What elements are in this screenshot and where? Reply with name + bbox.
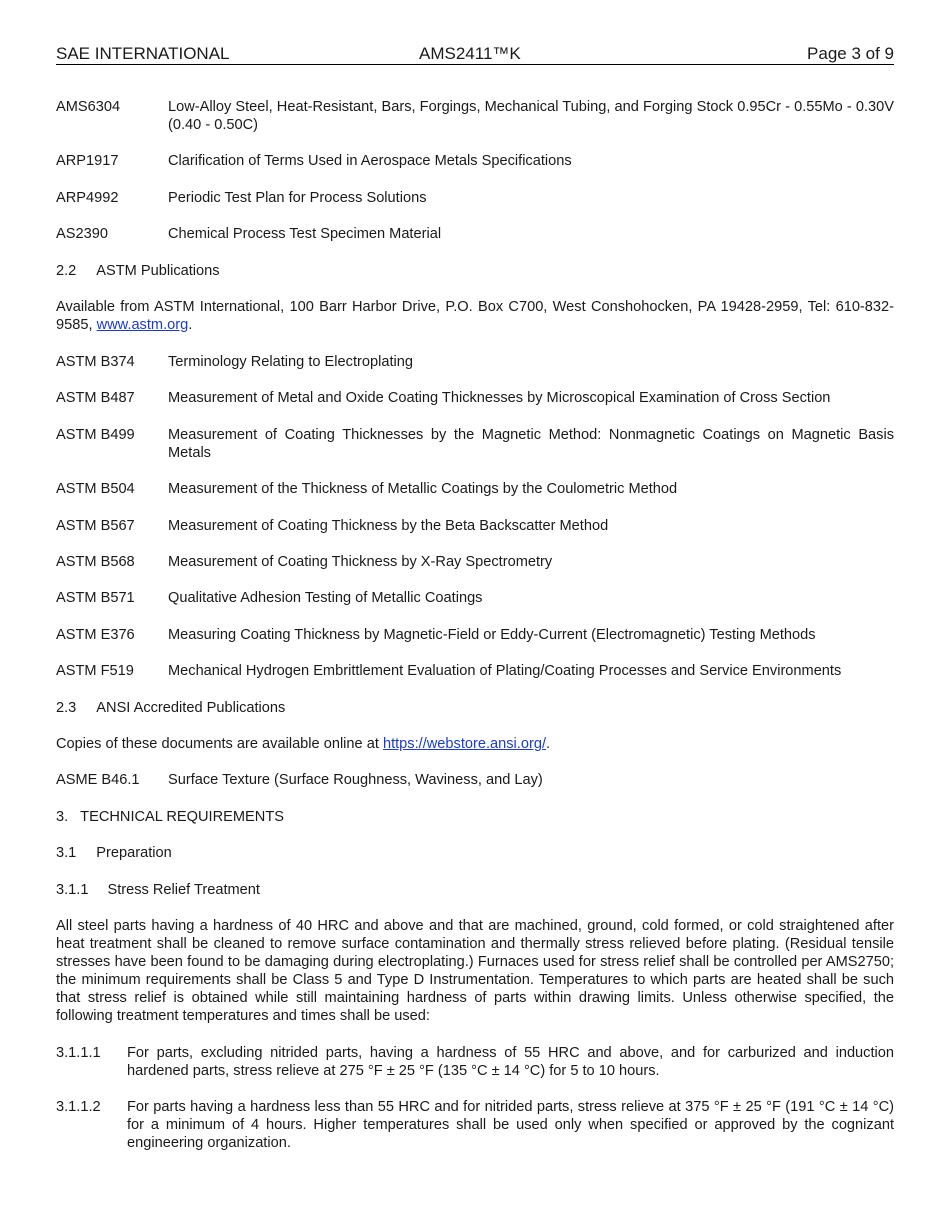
- astm-availability-paragraph: [56, 298, 894, 334]
- reference-code: ASTM B571: [56, 590, 135, 606]
- reference-entry: [56, 771, 894, 789]
- period: .: [546, 736, 551, 752]
- reference-code: ASME B46.1: [56, 772, 140, 788]
- subsection-number: 3.1.1.1: [56, 1045, 101, 1061]
- subsection-3-1-1-2: [56, 1098, 894, 1152]
- reference-title: Measurement of Coating Thickness by X-Ray Spectrometry: [168, 554, 553, 570]
- section-number: 2.3: [56, 700, 77, 716]
- ansi-availability-text: Copies of these documents are available online at: [56, 736, 383, 752]
- ansi-webstore-link[interactable]: https://webstore.ansi.org/: [382, 736, 546, 752]
- subsection-3-1-1-1: [56, 1044, 894, 1080]
- reference-entry: [56, 98, 894, 134]
- reference-entry: [56, 662, 894, 680]
- page-header: [56, 44, 894, 65]
- reference-code: ASTM B374: [56, 354, 135, 370]
- section-title: ANSI Accredited Publications: [96, 700, 286, 716]
- reference-entry: [56, 189, 894, 207]
- reference-code: ASTM B567: [56, 518, 135, 534]
- reference-entry: [56, 517, 894, 535]
- section-number: 3.1: [56, 845, 77, 861]
- reference-code: ASTM B504: [56, 481, 135, 497]
- reference-title: Measurement of Metal and Oxide Coating Thicknesses by Microscopical Examination of Cross Section: [168, 390, 831, 406]
- stress-relief-paragraph: All steel parts having a hardness of 40 HRC and above and that are machined, ground, cold formed, or cold straightened after heat treatment shall be cleaned to remove surface contamination and thermally stress relieved before plating. (Residual tensile stresses have been found to be damaging during electroplating.) Furnaces used for stress relief shall be controlled per AMS2750; the minimum requirements shall be Class 5 and Type D Instrumentation. Temperatures to which parts are heated shall be such that stress relief is obtained while still maintaining hardness of parts within drawing limits. Unless otherwise specified, the following treatment temperatures and times shall be used:: [56, 918, 894, 1024]
- ansi-availability-paragraph: [56, 735, 894, 753]
- reference-entry: [56, 553, 894, 571]
- section-heading-2-2: [56, 262, 894, 280]
- reference-entry: [56, 152, 894, 170]
- reference-entry: [56, 589, 894, 607]
- section-title: ASTM Publications: [96, 263, 220, 279]
- reference-title: Qualitative Adhesion Testing of Metallic Coatings: [168, 590, 483, 606]
- section-heading-3-1-1: [56, 881, 894, 899]
- section-title: Preparation: [96, 845, 172, 861]
- section-heading-3-1: [56, 844, 894, 862]
- reference-entry: [56, 426, 894, 462]
- reference-code: AS2390: [56, 226, 108, 242]
- astm-availability-text: Available from ASTM International, 100 Barr Harbor Drive, P.O. Box C700, West Conshohocken, PA 19428-2959, Tel: 610-832-9585,: [56, 299, 894, 333]
- reference-code: ARP4992: [56, 190, 119, 206]
- reference-title: Chemical Process Test Specimen Material: [168, 226, 442, 242]
- reference-title: Measurement of Coating Thicknesses by the Magnetic Method: Nonmagnetic Coatings on Magnetic Basis Metals: [168, 427, 894, 461]
- subsection-text: For parts, excluding nitrided parts, having a hardness of 55 HRC and above, and for carburized and induction hardened parts, stress relieve at 275 °F ± 25 °F (135 °C ± 14 °C) for 5 to 10 hours.: [127, 1045, 894, 1079]
- reference-entry: [56, 225, 894, 243]
- reference-code: ASTM E376: [56, 627, 135, 643]
- section-number: 2.2: [56, 263, 77, 279]
- reference-title: Clarification of Terms Used in Aerospace Metals Specifications: [168, 153, 572, 169]
- reference-code: ASTM F519: [56, 663, 134, 679]
- section-number: 3.: [56, 809, 69, 825]
- subsection-number: 3.1.1.2: [56, 1099, 101, 1115]
- section-title: TECHNICAL REQUIREMENTS: [80, 809, 284, 825]
- reference-title: Measurement of the Thickness of Metallic Coatings by the Coulometric Method: [168, 481, 678, 497]
- reference-title: Periodic Test Plan for Process Solutions: [168, 190, 427, 206]
- reference-code: ASTM B568: [56, 554, 135, 570]
- section-heading-2-3: [56, 699, 894, 717]
- reference-title: Measuring Coating Thickness by Magnetic-Field or Eddy-Current (Electromagnetic) Testing Methods: [168, 627, 816, 643]
- section-number: 3.1.1: [56, 882, 89, 898]
- header-doc-id: AMS2411™K: [419, 44, 521, 63]
- reference-code: AMS6304: [56, 99, 121, 115]
- astm-website-link[interactable]: www.astm.org: [96, 317, 189, 333]
- reference-entry: [56, 626, 894, 644]
- reference-title: Low-Alloy Steel, Heat-Resistant, Bars, Forgings, Mechanical Tubing, and Forging Stock 0.95Cr - 0.55Mo - 0.30V (0.40 - 0.50C): [168, 99, 894, 133]
- reference-title: Terminology Relating to Electroplating: [168, 354, 413, 370]
- period: .: [188, 317, 193, 333]
- reference-code: ASTM B499: [56, 427, 135, 443]
- reference-title: Surface Texture (Surface Roughness, Waviness, and Lay): [168, 772, 543, 788]
- reference-entry: [56, 353, 894, 371]
- reference-entry: [56, 480, 894, 498]
- header-page-number: Page 3 of 9: [807, 44, 894, 63]
- reference-code: ASTM B487: [56, 390, 135, 406]
- header-org: SAE INTERNATIONAL: [56, 44, 230, 63]
- subsection-text: For parts having a hardness less than 55 HRC and for nitrided parts, stress relieve at 375 °F ± 25 °F (191 °C ± 14 °C) for a minimum of 4 hours. Higher temperatures shall be used only when specified or approved by the cognizant engineering organization.: [127, 1099, 894, 1151]
- section-heading-3: [56, 808, 894, 826]
- reference-code: ARP1917: [56, 153, 119, 169]
- reference-title: Mechanical Hydrogen Embrittlement Evaluation of Plating/Coating Processes and Service Environments: [168, 663, 842, 679]
- section-title: Stress Relief Treatment: [107, 882, 260, 898]
- reference-entry: [56, 389, 894, 407]
- reference-title: Measurement of Coating Thickness by the Beta Backscatter Method: [168, 518, 609, 534]
